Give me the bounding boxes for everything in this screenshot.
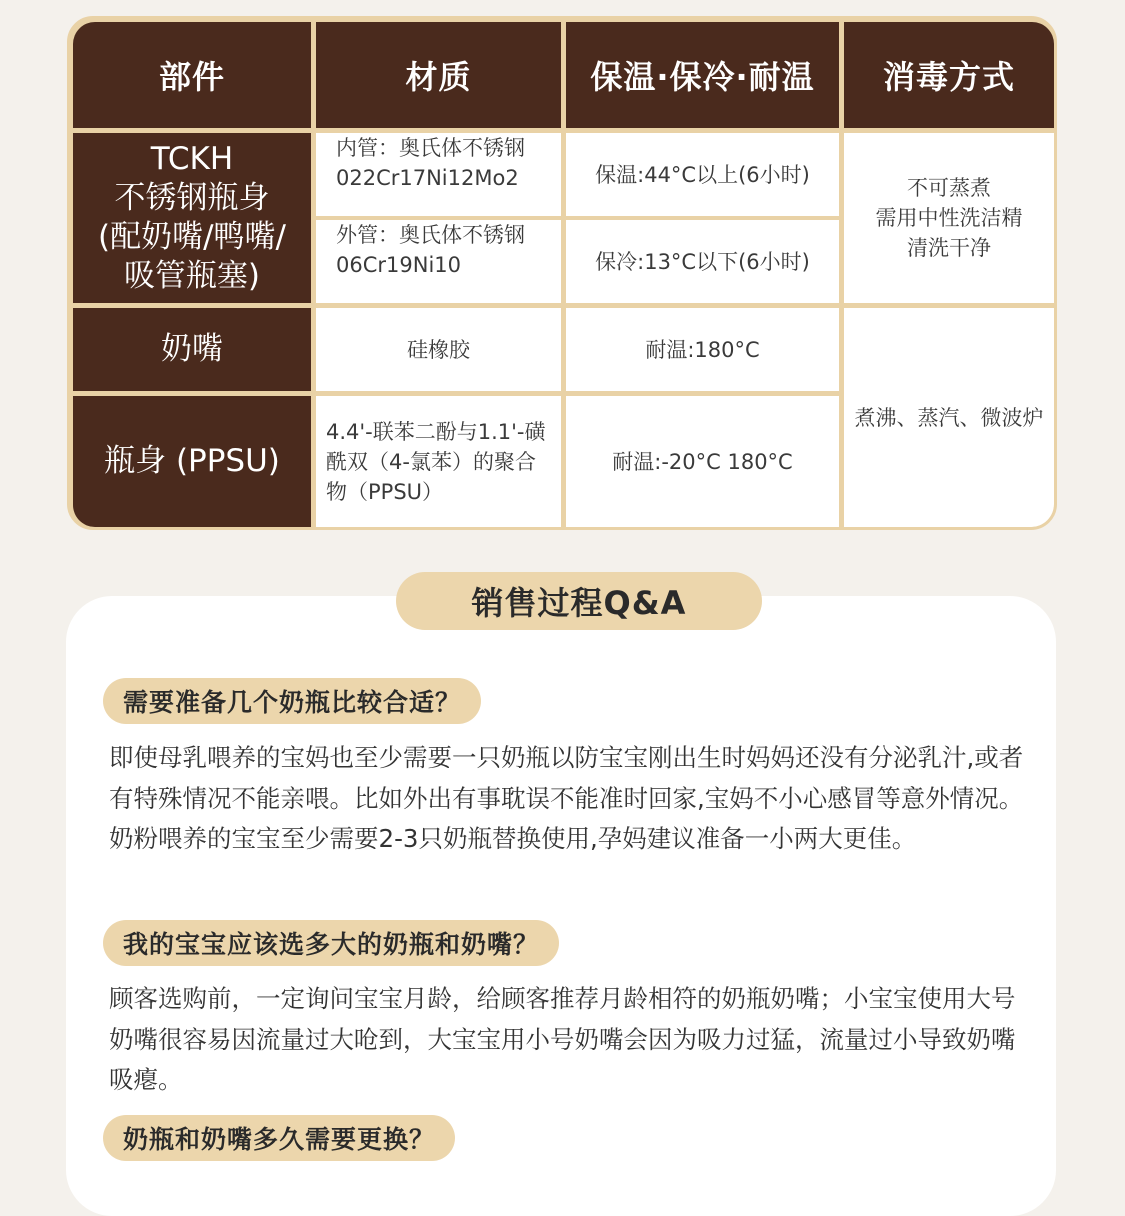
part-ppsu: 瓶身 (PPSU) <box>73 396 311 527</box>
material-inner-tube <box>316 133 561 216</box>
question-pill-2: 我的宝宝应该选多大的奶瓶和奶嘴？ <box>103 920 559 966</box>
answer-2: 顾客选购前，一定询问宝宝月龄，给顾客推荐月龄相符的奶瓶奶嘴；小宝宝使用大号奶嘴很容易因流量过大呛到，大宝宝用小号奶嘴会因为吸力过猛，流量过小导致奶嘴吸瘪。 <box>109 984 1016 1094</box>
disinfect-stainless <box>844 133 1054 303</box>
material-inner-line-1: 内管：奥氏体不锈钢 <box>336 136 525 160</box>
part-nipple: 奶嘴 <box>73 308 311 391</box>
disinfect-line-2: 需用中性洗洁精 <box>875 206 1023 230</box>
temp-keep-cold: 保冷:13°C以下(6小时) <box>566 220 839 303</box>
part-stainless-line-2: 不锈钢瓶身 <box>114 180 270 216</box>
qa-title: 销售过程Q&A <box>396 572 762 630</box>
material-nipple: 硅橡胶 <box>316 308 561 391</box>
material-ppsu: 4.4'-联苯二酚与1.1'-磺酰双（4-氯苯）的聚合物（PPSU） <box>316 396 561 527</box>
answer-1: 即使母乳喂养的宝妈也至少需要一只奶瓶以防宝宝刚出生时妈妈还没有分泌乳汁,或者有特殊情况不能亲喂。比如外出有事耽误不能准时回家,宝妈不小心感冒等意外情况。奶粉喂养的宝宝至少需要2-3只奶瓶替换使用,孕妈建议准备一小两大更佳。 <box>109 743 1024 853</box>
question-pill-1: 需要准备几个奶瓶比较合适？ <box>103 678 481 724</box>
temp-keep-warm: 保温:44°C以上(6小时) <box>566 133 839 216</box>
header-material: 材质 <box>316 22 561 128</box>
part-stainless-line-4: 吸管瓶塞) <box>123 258 261 294</box>
temp-ppsu: 耐温:-20°C 180°C <box>566 396 839 527</box>
disinfect-line-1: 不可蒸煮 <box>907 176 991 200</box>
part-stainless-body <box>73 133 311 303</box>
disinfect-line-3: 清洗干净 <box>907 236 991 260</box>
part-stainless-line-3: (配奶嘴/鸭嘴/ <box>98 219 286 255</box>
question-pill-3: 奶瓶和奶嘴多久需要更换？ <box>103 1115 455 1161</box>
header-disinfection: 消毒方式 <box>844 22 1054 128</box>
temp-nipple: 耐温:180°C <box>566 308 839 391</box>
part-stainless-line-1: TCKH <box>150 141 234 177</box>
disinfect-shared: 煮沸、蒸汽、微波炉 <box>844 308 1054 527</box>
material-inner-line-2: 022Cr17Ni12Mo2 <box>336 166 519 190</box>
header-part: 部件 <box>73 22 311 128</box>
material-outer-line-2: 06Cr19Ni10 <box>336 253 462 277</box>
material-outer-tube <box>316 220 561 303</box>
material-outer-line-1: 外管：奥氏体不锈钢 <box>336 223 525 247</box>
spec-table <box>67 16 1057 530</box>
header-temperature: 保温·保冷·耐温 <box>566 22 839 128</box>
